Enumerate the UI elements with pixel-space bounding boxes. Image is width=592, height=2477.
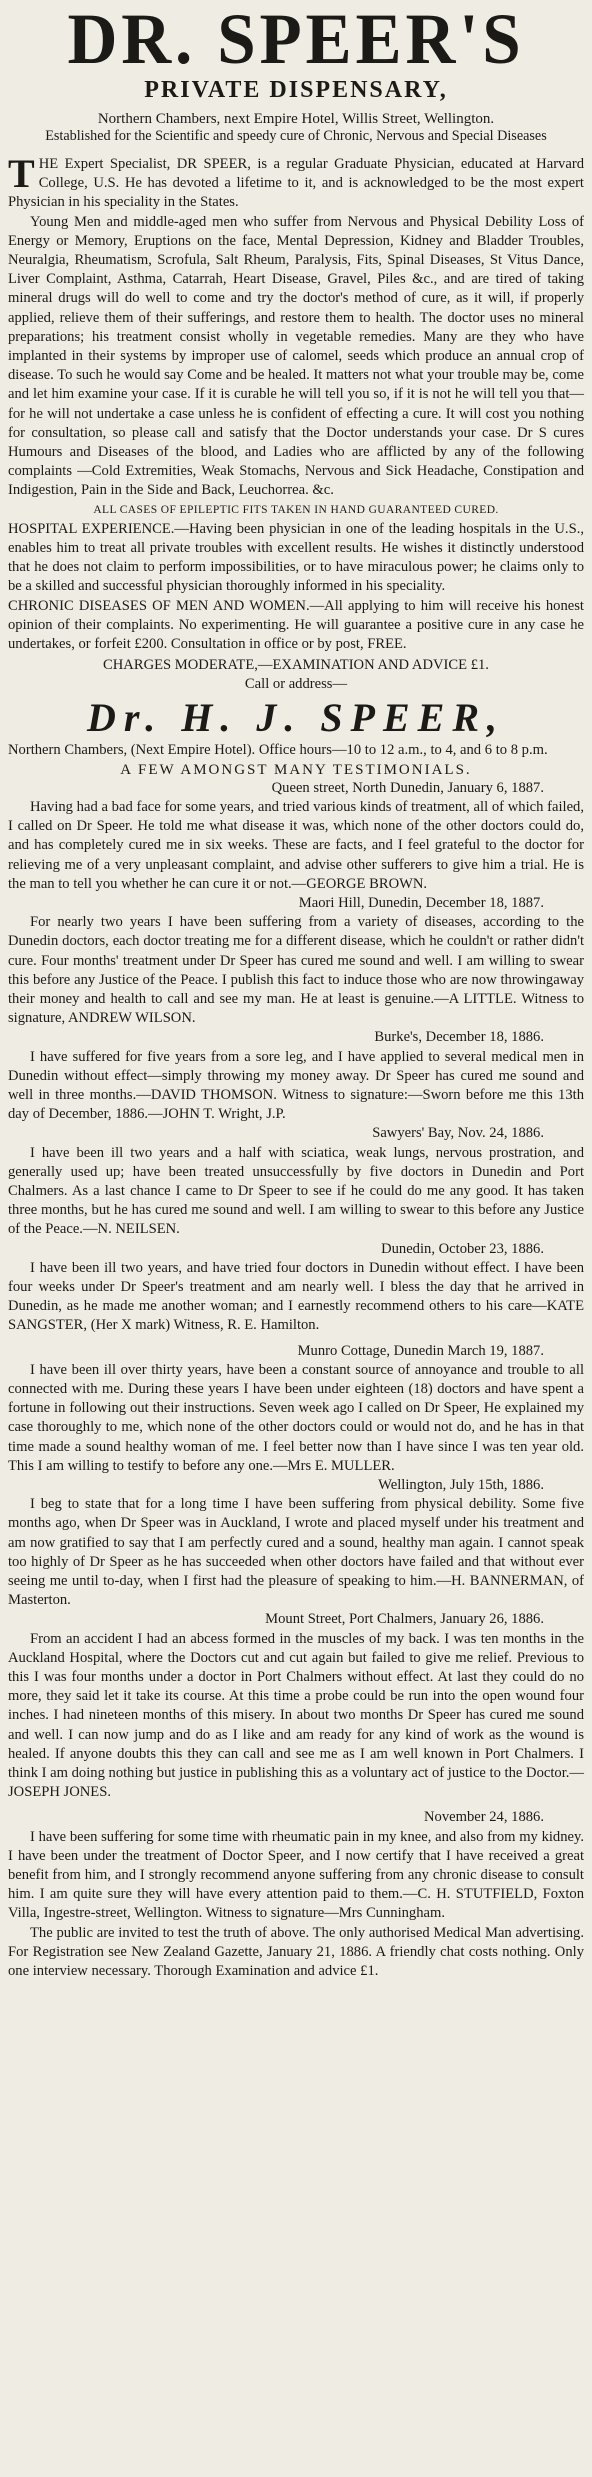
drop-cap: T — [8, 151, 35, 196]
testimonial-place: November 24, 1886. — [424, 1809, 544, 1826]
page-subtitle: PRIVATE DISPENSARY, — [144, 77, 448, 103]
testimonial — [8, 1124, 584, 1239]
testimonial-text: I beg to state that for a long time I have been suffering from physical debility. Some five months ago, when Dr Speer was in Auckland, I wrote and placed myself under his treatment and am now gratified to say that I am perfectly cured and a sound, healthy man again. I cannot speak too highly of Dr Speer as he has succeeded when other doctors have failed and that without ever seeing me until to-day, when I first had the pleasure of speaking to him.—H. BANNERMAN, of Masterton. — [8, 1496, 584, 1609]
testimonial-text: I have been suffering for some time with rheumatic pain in my knee, and also from my kidney. I have been under the treatment of Doctor Speer, and I now certify that I have received a great benefit from him, and I strongly recommend anyone suffering from any chronic disease to consult him. I am quite sure they will have every attention paid to them.—C. H. STUTFIELD, Foxton Villa, Ingestre-street, Wellington. Witness to signature—Mrs Cunningham. — [8, 1828, 584, 1922]
address-line: Northern Chambers, next Empire Hotel, Willis Street, Wellington. — [97, 111, 495, 127]
testimonial — [8, 1342, 584, 1476]
advertisement-body — [8, 151, 584, 760]
testimonial — [8, 1028, 584, 1124]
testimonial-place: Burke's, December 18, 1886. — [374, 1029, 544, 1046]
testimonial-text: I have been ill over thirty years, have been a constant source of annoyance and trouble to all connected with me. During these years I have been under eighteen (18) doctors and have spent a fortune in following out their instructions. Seven week ago I called on Dr Speer, He explained my case thoroughly to me, which none of the other doctors could or would not do, and he has in that time made a sound healthy woman of me. I feel better now than I have since I was ten year old. This I am willing to testify to before any one.—Mrs E. MULLER. — [8, 1361, 584, 1474]
testimonial-place: Munro Cottage, Dunedin March 19, 1887. — [297, 1342, 544, 1359]
office-hours: Northern Chambers, (Next Empire Hotel). Office hours—10 to 12 a.m., to 4, and 6 to 8 p.m. — [8, 741, 548, 758]
testimonial-text: I have been ill two years and a half with sciatica, weak lungs, nervous prostration, and generally used up; have been treated unsuccessfully by five doctors in Dunedin and Port Chalmers. As a last chance I came to Dr Speer to see if he could do me any good. It has taken three months, but he has cured me sound and well. I am willing to swear to this before any Justice of the Peace.—N. NEILSEN. — [8, 1144, 584, 1238]
testimonial — [8, 894, 584, 1028]
call-line: Call or address— — [244, 676, 348, 693]
doctor-name: Dr. H. J. SPEER, — [86, 694, 506, 740]
testimonial-place: Queen street, North Dunedin, January 6, 1887. — [271, 779, 544, 796]
testimonial-text: Having had a bad face for some years, and tried various kinds of treatment, all of which failed, I called on Dr Speer. He told me what disease it was, which none of the other doctors could do, and has completely cured me in six weeks. These are facts, and I feel grateful to the doctor for relieving me of a very unpleasant complaint, and advise other sufferers to give him a trial. He is the man to tell you whether he can cure it or not.—GEORGE BROWN. — [8, 798, 584, 892]
closing-paragraph: The public are invited to test the truth of above. The only authorised Medical Man advertising. For Registration see New Zealand Gazette, January 21, 1886. A friendly chat costs nothing. Only one interview necessary. Thorough Examination and advice £1. — [8, 1924, 584, 1980]
chronic-diseases-paragraph: CHRONIC DISEASES OF MEN AND WOMEN.—All applying to him will receive his honest opinion of their complaints. No experimenting. He will guarantee a positive cure in any case he undertakes, or forfeit £200. Consultation in office or by post, FREE. — [8, 597, 584, 653]
testimonial-place: Sawyers' Bay, Nov. 24, 1886. — [372, 1125, 544, 1142]
testimonial-text: I have suffered for five years from a sore leg, and I have applied to several medical men in Dunedin without effect—simply throwing my money away. Dr Speer has cured me sound and well in three months.—DAVID THOMSON. Witness to signature:—Sworn before me this 13th day of December, 1886.—JOHN T. Wright, J.P. — [8, 1048, 584, 1123]
epileptic-notice: ALL CASES OF EPILEPTIC FITS TAKEN IN HAND GUARANTEED CURED. — [93, 503, 499, 516]
intro-paragraph: HE Expert Specialist, DR SPEER, is a regular Graduate Physician, educated at Harvard College, U.S. He has devoted a lifetime to it, and is acknowledged to be the most expert Physician in his speciality in the States. — [8, 156, 584, 211]
conditions-paragraph: Young Men and middle-aged men who suffer from Nervous and Physical Debility Loss of Energy or Memory, Eruptions on the face, Mental Depression, Kidney and Bladder Troubles, Neuralgia, Rheumatism, Scrofula, Salt Rheum, Paralysis, Fits, Spinal Diseases, St Vitus Dance, Liver Complaint, Asthma, Catarrah, Heart Disease, Gravel, Piles &c., and are tired of taking mineral drugs will do well to come and try the doctor's method of cure, as it will, if properly applied, relieve them of their sufferings, and restore them to health. The doctor uses no mineral preparations; his treatment consist wholly in vegetable remedies. Many are they who have implanted in their systems by improper use of calomel, seeds which produce an annual crop of disease. To such he would say Come and be healed. It matters not what your trouble may be, come and let him examine your case. If it is curable he will tell you so, if it is not he will tell you that—for he will not undertake a case unless he is confident of effecting a cure. It will cost you nothing for consultation, so please call and satisfy that the Doctor understands your case. Dr S cures Humours and Diseases of the blood, and Ladies who are afflicted by any of the following complaints —Cold Extremities, Weak Stomachs, Nervous and Sick Headache, Constipation and Indigestion, Pain in the Side and Back, Leuchorrea. &c. — [8, 213, 584, 499]
page-title: DR. SPEER'S — [67, 0, 525, 79]
testimonial-text: I have been ill two years, and have tried four doctors in Dunedin without effect. I have been four weeks under Dr Speer's treatment and am nearly well. I bless the day that he arrived in Dunedin, as he made me another woman; and I earnestly recommend others to his care—KATE SANGSTER, (Her X mark) Witness, R. E. Hamilton. — [8, 1259, 584, 1334]
testimonial-text: From an accident I had an abcess formed in the muscles of my back. I was ten months in the Auckland Hospital, where the Doctors cut and cut again but failed to give me relief. Previous to this I was four months under a doctor in Port Chalmers without effect. At last they could do no more, they said let it take its course. At this time a probe could be run into the open wound four inches. I had nineteen months of this misery. In about two months Dr Speer has cured me sound and well. I can now jump and do as I like and am ready for any kind of work as the wound is healed. If anyone doubts this they can call and see me as I am well known in Port Chalmers. I think I am doing nothing but justice in publishing this as a voluntary act of justice to the Doctor.—JOSEPH JONES. — [8, 1630, 584, 1801]
testimonial-place: Dunedin, October 23, 1886. — [381, 1240, 544, 1257]
testimonial-place: Wellington, July 15th, 1886. — [378, 1477, 544, 1493]
testimonial — [8, 779, 584, 894]
established-line: Established for the Scientific and speedy cure of Chronic, Nervous and Special Diseases — [45, 128, 547, 144]
charges-line: CHARGES MODERATE,—EXAMINATION AND ADVICE £1. — [103, 657, 489, 674]
advertisement-page — [0, 2, 592, 2477]
testimonials-heading: A FEW AMONGST MANY TESTIMONIALS. — [120, 761, 472, 778]
testimonial-place: Maori Hill, Dunedin, December 18, 1887. — [298, 894, 544, 911]
testimonial-text: For nearly two years I have been suffering from a variety of diseases, according to the Dunedin doctors, each doctor treating me for a different disease, which he couldn't or rather didn't cure. Four months' treatment under Dr Speer has cured me sound and well. I am willing to swear this before any Justice of the Peace. I publish this fact to induce those who are now throwingaway their money and health to call and see my man. He at least is genuine.—A LITTLE. Witness to signature, ANDREW WILSON. — [8, 914, 584, 1027]
testimonial — [8, 1808, 584, 1923]
testimonial — [8, 1240, 584, 1336]
testimonial — [8, 1476, 584, 1610]
testimonial-place: Mount Street, Port Chalmers, January 26, 1886. — [265, 1611, 544, 1628]
testimonial — [8, 1610, 584, 1802]
testimonials-list — [8, 779, 584, 1982]
hospital-experience-paragraph: HOSPITAL EXPERIENCE.—Having been physician in one of the leading hospitals in the U.S., enables him to treat all private troubles with excellent results. He wishes it distinctly understood that he does not claim to perform impossibilities, or to have miraculous power; he claims only to be a skilled and successful physician thoroughly informed in his speciality. — [8, 520, 584, 595]
